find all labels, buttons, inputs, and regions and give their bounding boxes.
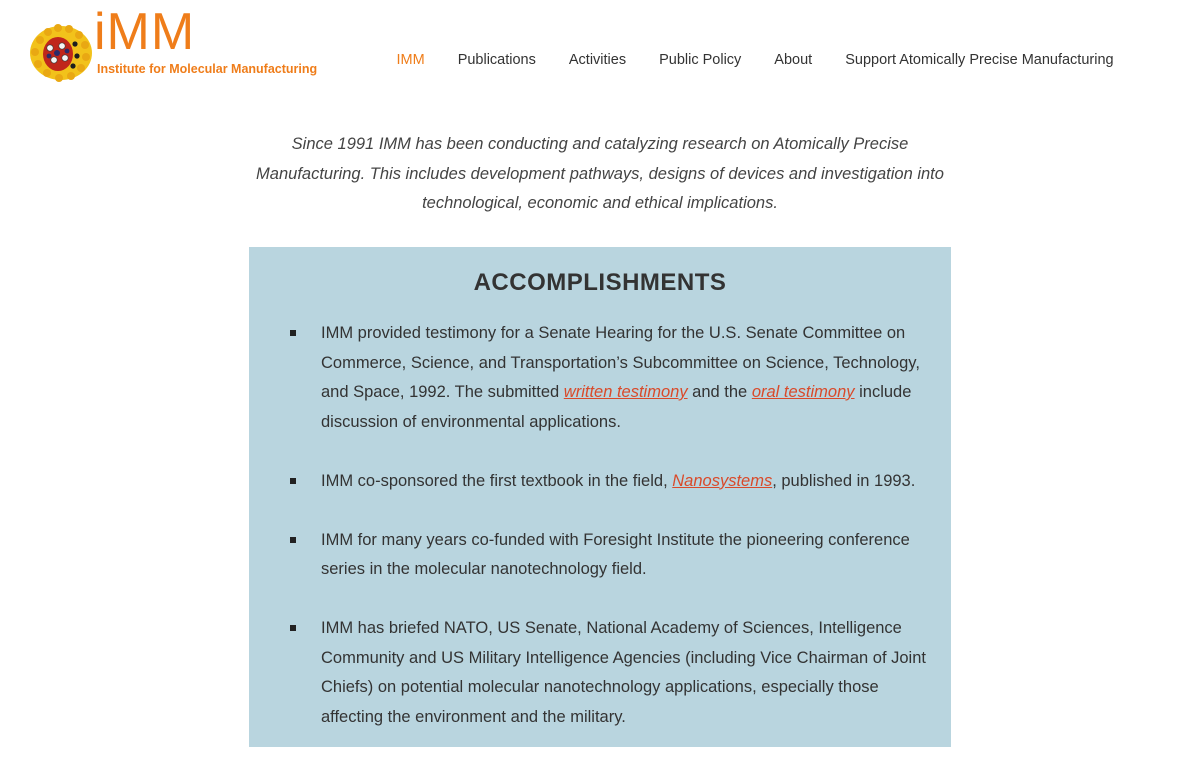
list-item (249, 614, 951, 732)
nav-item-public-policy[interactable]: Public Policy (659, 52, 742, 68)
item-text: IMM has briefed NATO, US Senate, National Academy of Sciences, Intelligence Community and US Military Intelligence Agencies (including Vice Chairman of Joint Chiefs) on potential molecular nanotechnology applications, especially those affecting the environment and the military. (321, 619, 926, 726)
item-text: IMM provided testimony for a Senate Hearing for the U.S. Senate Committee on Commerce, Science, and Transportation’s Subcommittee on Science, Technology, and Space, 1992. The submitted (321, 324, 920, 401)
site-header (0, 0, 1200, 110)
square-bullet-icon (290, 625, 296, 631)
accomplishments-panel (249, 247, 951, 747)
nav-item-imm[interactable]: IMM (396, 52, 425, 68)
intro-text: Since 1991 IMM has been conducting and catalyzing research on Atomically Precise Manufacturing. This includes development pathways, designs of devices and investigation into technological, economic and ethical implications. (256, 135, 944, 212)
list-item (249, 467, 951, 497)
nav-item-about[interactable]: About (774, 52, 813, 68)
item-text: include discussion of environmental applications. (321, 383, 912, 431)
written-testimony-link[interactable]: written testimony (563, 383, 688, 401)
main-nav (380, 51, 1130, 69)
accomplishments-title: ACCOMPLISHMENTS (473, 269, 727, 296)
item-text: IMM for many years co-funded with Foresight Institute the pioneering conference series in the molecular nanotechnology field. (321, 530, 910, 578)
oral-testimony-link[interactable]: oral testimony (751, 383, 855, 401)
molecular-bearing-logo-icon (28, 20, 94, 86)
nav-item-activities[interactable]: Activities (568, 52, 627, 68)
logo-subtitle: Institute for Molecular Manufacturing (97, 62, 318, 76)
nav-item-publications[interactable]: Publications (457, 52, 536, 68)
list-item (249, 319, 951, 437)
nanosystems-link[interactable]: Nanosystems (672, 471, 773, 490)
square-bullet-icon (290, 478, 296, 484)
square-bullet-icon (290, 537, 296, 543)
list-item (249, 526, 951, 585)
item-text: and the (687, 383, 752, 401)
site-logo[interactable] (28, 3, 338, 85)
accomplishments-list (249, 319, 951, 762)
square-bullet-icon (290, 330, 296, 336)
item-text: IMM co-sponsored the first textbook in the field, (321, 471, 673, 490)
item-text: , published in 1993. (772, 471, 916, 490)
nav-item-support-apm[interactable]: Support Atomically Precise Manufacturing (845, 52, 1114, 68)
logo-title: iMM (94, 3, 196, 61)
